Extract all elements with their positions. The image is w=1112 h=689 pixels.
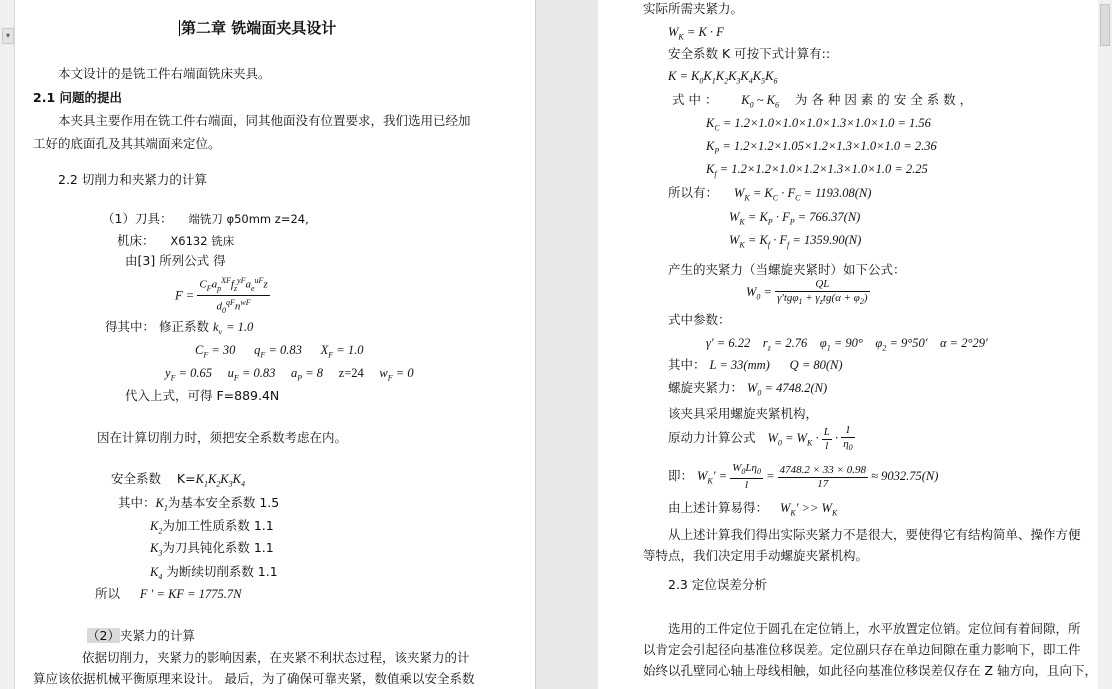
- params-line: γ′ = 6.22 $r_z = 2.76$ $\varphi_1 = 90^\circ$ $\varphi_2 = 9^\circ 50'$ α = 2°29′: [706, 336, 988, 353]
- screw-force-line: 螺旋夹紧力： $W_0 = 4748.2(N)$: [668, 380, 828, 398]
- intro-paragraph: 本文设计的是铣工件右端面铣床夹具。: [58, 66, 271, 81]
- paragraph-line: 依据切削力，夹紧力的影响因素，在夹紧不利状态过程，该夹紧力的计: [82, 650, 470, 665]
- machine-line: 机床： X6132 铣床: [117, 233, 235, 248]
- comparison-line: 由上述计算易得： $W_K' >> W_K$: [668, 500, 838, 518]
- safety-note: 因在计算切削力时，须把安全系数考虑在内。: [97, 430, 348, 445]
- formula-intro: 由[3] 所列公式 得: [125, 253, 226, 268]
- paragraph-line: 以肯定会引起径向基准位移误差。定位副只存在单边间隙在重力影响下，即工件: [643, 642, 1081, 657]
- cutting-force-formula: F = $\frac{C_Fa_p^{XF}f_z^{yF}a_e^{uF}z}{d_0^{qF}n^{wF}}$: [175, 276, 268, 315]
- where-line: 式 中 ： $K_0$ ~ $K_6$ 为 各 种 因 素 的 安 全 系 数 ，: [672, 92, 973, 110]
- coefficient-row-1: $C_F = 30$ $q_F = 0.83$ $X_F = 1.0$: [195, 343, 364, 360]
- wk-result-2: $W_K = K_P \cdot F_P = 766.37(N)$: [729, 210, 861, 227]
- page-divider: [535, 0, 599, 689]
- coefficient-row-2: $y_F = 0.65$ $u_F = 0.83$ $a_P = 8$ z=24 $w_F = 0$: [165, 366, 414, 383]
- paragraph-line: 本夹具主要作用在铣工件右端面，同其他面没有位置要求，我们选用已经加: [58, 113, 471, 128]
- among-line: 其中： L = 33(mm) Q = 80(N): [668, 357, 843, 372]
- so-line: 所以 F ′ = KF = 1775.7N: [95, 586, 242, 601]
- collapse-arrow-icon[interactable]: ▾: [2, 28, 14, 44]
- kp-line: $K_P = 1.2\times 1.2\times 1.05\times 1.2\times 1.3\times 1.0\times 1.0 = 2.36$: [706, 139, 937, 156]
- correction-coefficient-line: 得其中： 修正系数 $k_v = 1.0$: [105, 319, 254, 337]
- right-scroll-gutter[interactable]: [1097, 0, 1112, 689]
- mechanism-text: 该夹具采用螺旋夹紧机构，: [668, 406, 819, 421]
- paragraph-line: 等特点，我们决定用手动螺旋夹紧机构。: [643, 548, 869, 563]
- paragraph-line: 工好的底面孔及其其端面来定位。: [33, 136, 221, 151]
- left-scroll-gutter: [0, 0, 15, 689]
- wk-result-3: $W_K = K_f \cdot F_f = 1359.90(N)$: [729, 233, 862, 250]
- kf-line: $K_f = 1.2\times 1.2\times 1.0\times 1.2\times 1.3\times 1.0\times 1.0 = 2.25$: [706, 162, 928, 179]
- safety-coefficient-line: 安全系数 $K=K_1K_2K_3K_4$: [111, 471, 245, 489]
- paragraph-line: 始终以孔壁同心轴上母线相触，如此径向基准位移误差仅存在 Z 轴方向，且向下，: [643, 663, 1098, 678]
- k1-line: 其中：$K_1$为基本安全系数 1.5: [118, 495, 280, 513]
- document-page-left: [15, 0, 535, 689]
- text-cursor: [179, 20, 180, 36]
- tool-line: （1）刀具： 端铣刀 φ50mm z=24,: [102, 211, 309, 226]
- scrollbar-thumb[interactable]: [1100, 4, 1110, 46]
- produced-clamp-text: 产生的夹紧力（当螺旋夹紧时）如下公式：: [668, 262, 906, 277]
- document-page-right: [598, 0, 1098, 689]
- section-clamp-force: （2）夹紧力的计算: [87, 628, 195, 643]
- k2-line: $K_2$为加工性质系数 1.1: [150, 518, 274, 536]
- paragraph-line: 实际所需夹紧力。: [643, 1, 744, 16]
- wk-formula: $W_K = K \cdot F$: [668, 25, 724, 42]
- section-heading-2-3: 2.3 定位误差分析: [668, 577, 767, 592]
- paragraph-line: 算应该依据机械平衡原理来设计。 最后，为了确保可靠夹紧，数值乘以安全系数: [33, 671, 475, 686]
- k-product-formula: $K = K_0K_1K_2K_3K_4K_5K_6$: [668, 69, 778, 86]
- params-label: 式中参数：: [668, 312, 731, 327]
- w0-formula: $W_0$ = $\frac{QL}{\gamma'tg\varphi_1 + \gamma_ztg(\alpha + \varphi_2)}$: [746, 278, 868, 307]
- section-heading-2-2: 2.2 切削力和夹紧力的计算: [58, 172, 207, 187]
- kc-line: $K_C = 1.2\times 1.0\times 1.0\times 1.0\times 1.3\times 1.0\times 1.0 = 1.56$: [706, 116, 931, 133]
- wk-result-1: 所以有： $W_K = K_C \cdot F_C = 1193.08(N)$: [668, 185, 872, 203]
- k4-line: $K_4$ 为断续切削系数 1.1: [150, 564, 278, 582]
- paragraph-line: 从上述计算我们得出实际夹紧力不是很大，要使得它有结构简单、操作方便: [668, 527, 1081, 542]
- safety-intro: 安全系数 K 可按下式计算有::: [668, 46, 831, 61]
- paragraph-line: 选用的工件定位于圆孔在定位销上，水平放置定位销。定位间有着间隙，所: [668, 621, 1081, 636]
- k3-line: $K_3$为刀具钝化系数 1.1: [150, 540, 274, 558]
- section-heading-2-1: 2.1 问题的提出: [33, 90, 122, 105]
- original-force-formula: 原动力计算公式 $W_0 = W_K$ · $\frac{L}{l}$ · $\frac{1}{\eta_0}$: [668, 424, 853, 453]
- chapter-title: 第二章 铣端面夹具设计: [181, 19, 337, 37]
- result-line: 代入上式，可得 F=889.4N: [125, 388, 280, 403]
- ji-formula: 即： $W_K'$ = $\frac{W_0L\eta_0}{l}$ = $\frac{4748.2 \times 33 \times 0.98}{17}$ ≈ 9032.75(N): [668, 462, 939, 492]
